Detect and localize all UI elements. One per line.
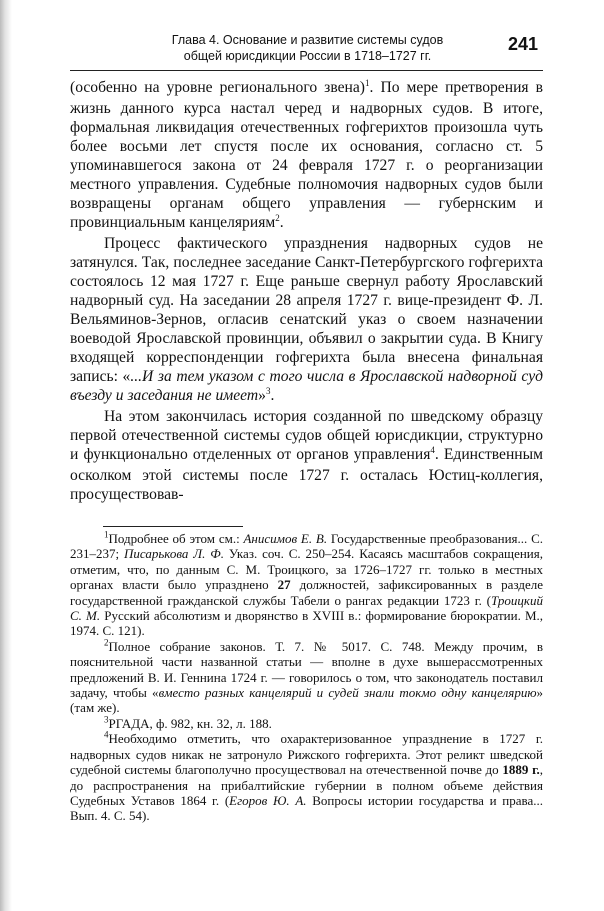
text-run: Русский абсолютизм и дворянство в XVIII в.: формирование бюрократии. М., 1974. С. 121). xyxy=(70,608,544,639)
paragraph-3 xyxy=(70,407,543,504)
text-run: . xyxy=(270,387,275,404)
bold-number: 27 xyxy=(277,577,291,593)
law-quote: вместо разных канцелярий и судей знали токмо одну канцелярию xyxy=(158,685,537,701)
text-run: Государственные преобразования... С. 231–237; xyxy=(70,531,544,562)
footnote-number: 3 xyxy=(104,714,109,725)
paragraph-1 xyxy=(70,78,543,234)
text-run: РГАДА, ф. 982, кн. 32, л. 188. xyxy=(108,715,272,731)
footnote-number: 2 xyxy=(104,637,109,648)
footnote-ref: 4 xyxy=(430,445,435,455)
chapter-title-line1: Глава 4. Основание и развитие системы судов xyxy=(171,33,444,47)
author-name: Анисимов Е. В. xyxy=(243,531,328,546)
footnotes xyxy=(70,531,543,824)
text-run: . По мере претворения в жизнь данного курса настал черед и надворных судов. В итоге, формальная ликвидация отечественных гофгерихтов произошла чуть более восьми лет спустя после их основания, согласно ст. 5 упоминавшегося закона от 24 февраля 1727 г. о реорганизации местного управления. Судебные полномочия надворных судов были возвращены органам общего управления — губернским и провинциальным канцеляриям xyxy=(70,79,543,231)
header-rule xyxy=(70,70,543,71)
text-run: Необходимо отметить, что охарактеризованное упразднение в 1727 г. надворных судов никак не затронуло Рижского гофгерихта. Этот реликт шведской судебной системы благополучно просуществовал на отечественной почве до xyxy=(70,731,543,778)
text-run: должностей, зафиксированных в разделе государственной гражданской службы Табели о рангах редакции 1723 г. ( xyxy=(70,577,543,608)
footnote-ref: 3 xyxy=(265,386,271,396)
paragraph-2 xyxy=(70,234,543,407)
footnote-number: 1 xyxy=(104,529,109,540)
main-text xyxy=(70,78,543,504)
author-name: Писарькова Л. Ф. xyxy=(124,546,224,562)
footnote-2 xyxy=(70,639,543,716)
footnote-separator xyxy=(103,526,243,527)
archival-quote: ...И за тем указом с того числа в Ярославской надворной суд въезду и заседания не имеет xyxy=(70,368,543,404)
footnote-ref: 2 xyxy=(275,213,280,223)
text-run: (особенно на уровне регионального звена) xyxy=(70,79,365,96)
book-spine-shadow xyxy=(0,0,12,911)
footnote-number: 4 xyxy=(104,729,109,740)
footnote-ref: 1 xyxy=(365,78,370,88)
bold-year: 1889 г. xyxy=(502,762,540,778)
text-run: » (там же). xyxy=(70,685,543,716)
footnote-3 xyxy=(70,716,543,731)
author-name: Троицкий С. М. xyxy=(70,592,543,624)
text-run: Вопросы истории государства и права... Вып. 4. С. 54). xyxy=(70,792,543,824)
text-run: Процесс фактического упразднения надворных судов не затянулся. Так, последнее заседание Санкт-Петербургского гофгерихта состоялось 12 мая 1727 г. Еще раньше свернул работу Ярославский надворный суд. На заседании 28 апреля 1727 г. вице-президент Ф. Л. Вельяминов-Зернов, огласив сенатский указ о своем назначении воеводой Ярославской провинции, объявил о закрытии суда. В Книгу входящей корреспонденции гофгерихта была внесена финальная запись: « xyxy=(70,235,543,385)
text-run: На этом закончилась история созданной по шведскому образцу первой отечественной системы судов общей юрисдикции, структурно и функционально отделенных от органов управления xyxy=(70,408,543,463)
running-header xyxy=(150,32,465,64)
page-number: 241 xyxy=(508,34,539,54)
footnote-1 xyxy=(70,531,543,639)
author-name: Егоров Ю. А. xyxy=(229,792,307,808)
footnote-4 xyxy=(70,731,543,823)
chapter-title-line2: общей юрисдикции России в 1718–1727 гг. xyxy=(183,49,432,63)
text-run: , до распространения на прибалтийские губернии в полном объеме действия Судебных Уставов 1864 г. ( xyxy=(70,762,544,808)
text-run: . xyxy=(279,214,284,231)
text-run: Подробнее об этом см.: xyxy=(108,531,244,546)
text-run: » xyxy=(258,387,266,404)
text-run: Полное собрание законов. Т. 7. № 5017. С. 748. Между прочим, в пояснительной части названной статьи — вполне в духе вышерассмотренных предложений В. И. Геннина 1724 г. — говорилось о том, что законодатель поставил задачу, чтобы « xyxy=(70,638,543,701)
text-run: Указ. соч. С. 250–254. Касаясь масштабов сокращения, отметим, что, по данным С. М. Троицкого, за 1726–1727 гг. только в местных органах власти было упразднено xyxy=(70,546,543,593)
text-run: . Единственным осколком этой системы после 1727 г. осталась Юстиц-коллегия, просуществовав- xyxy=(70,446,543,503)
